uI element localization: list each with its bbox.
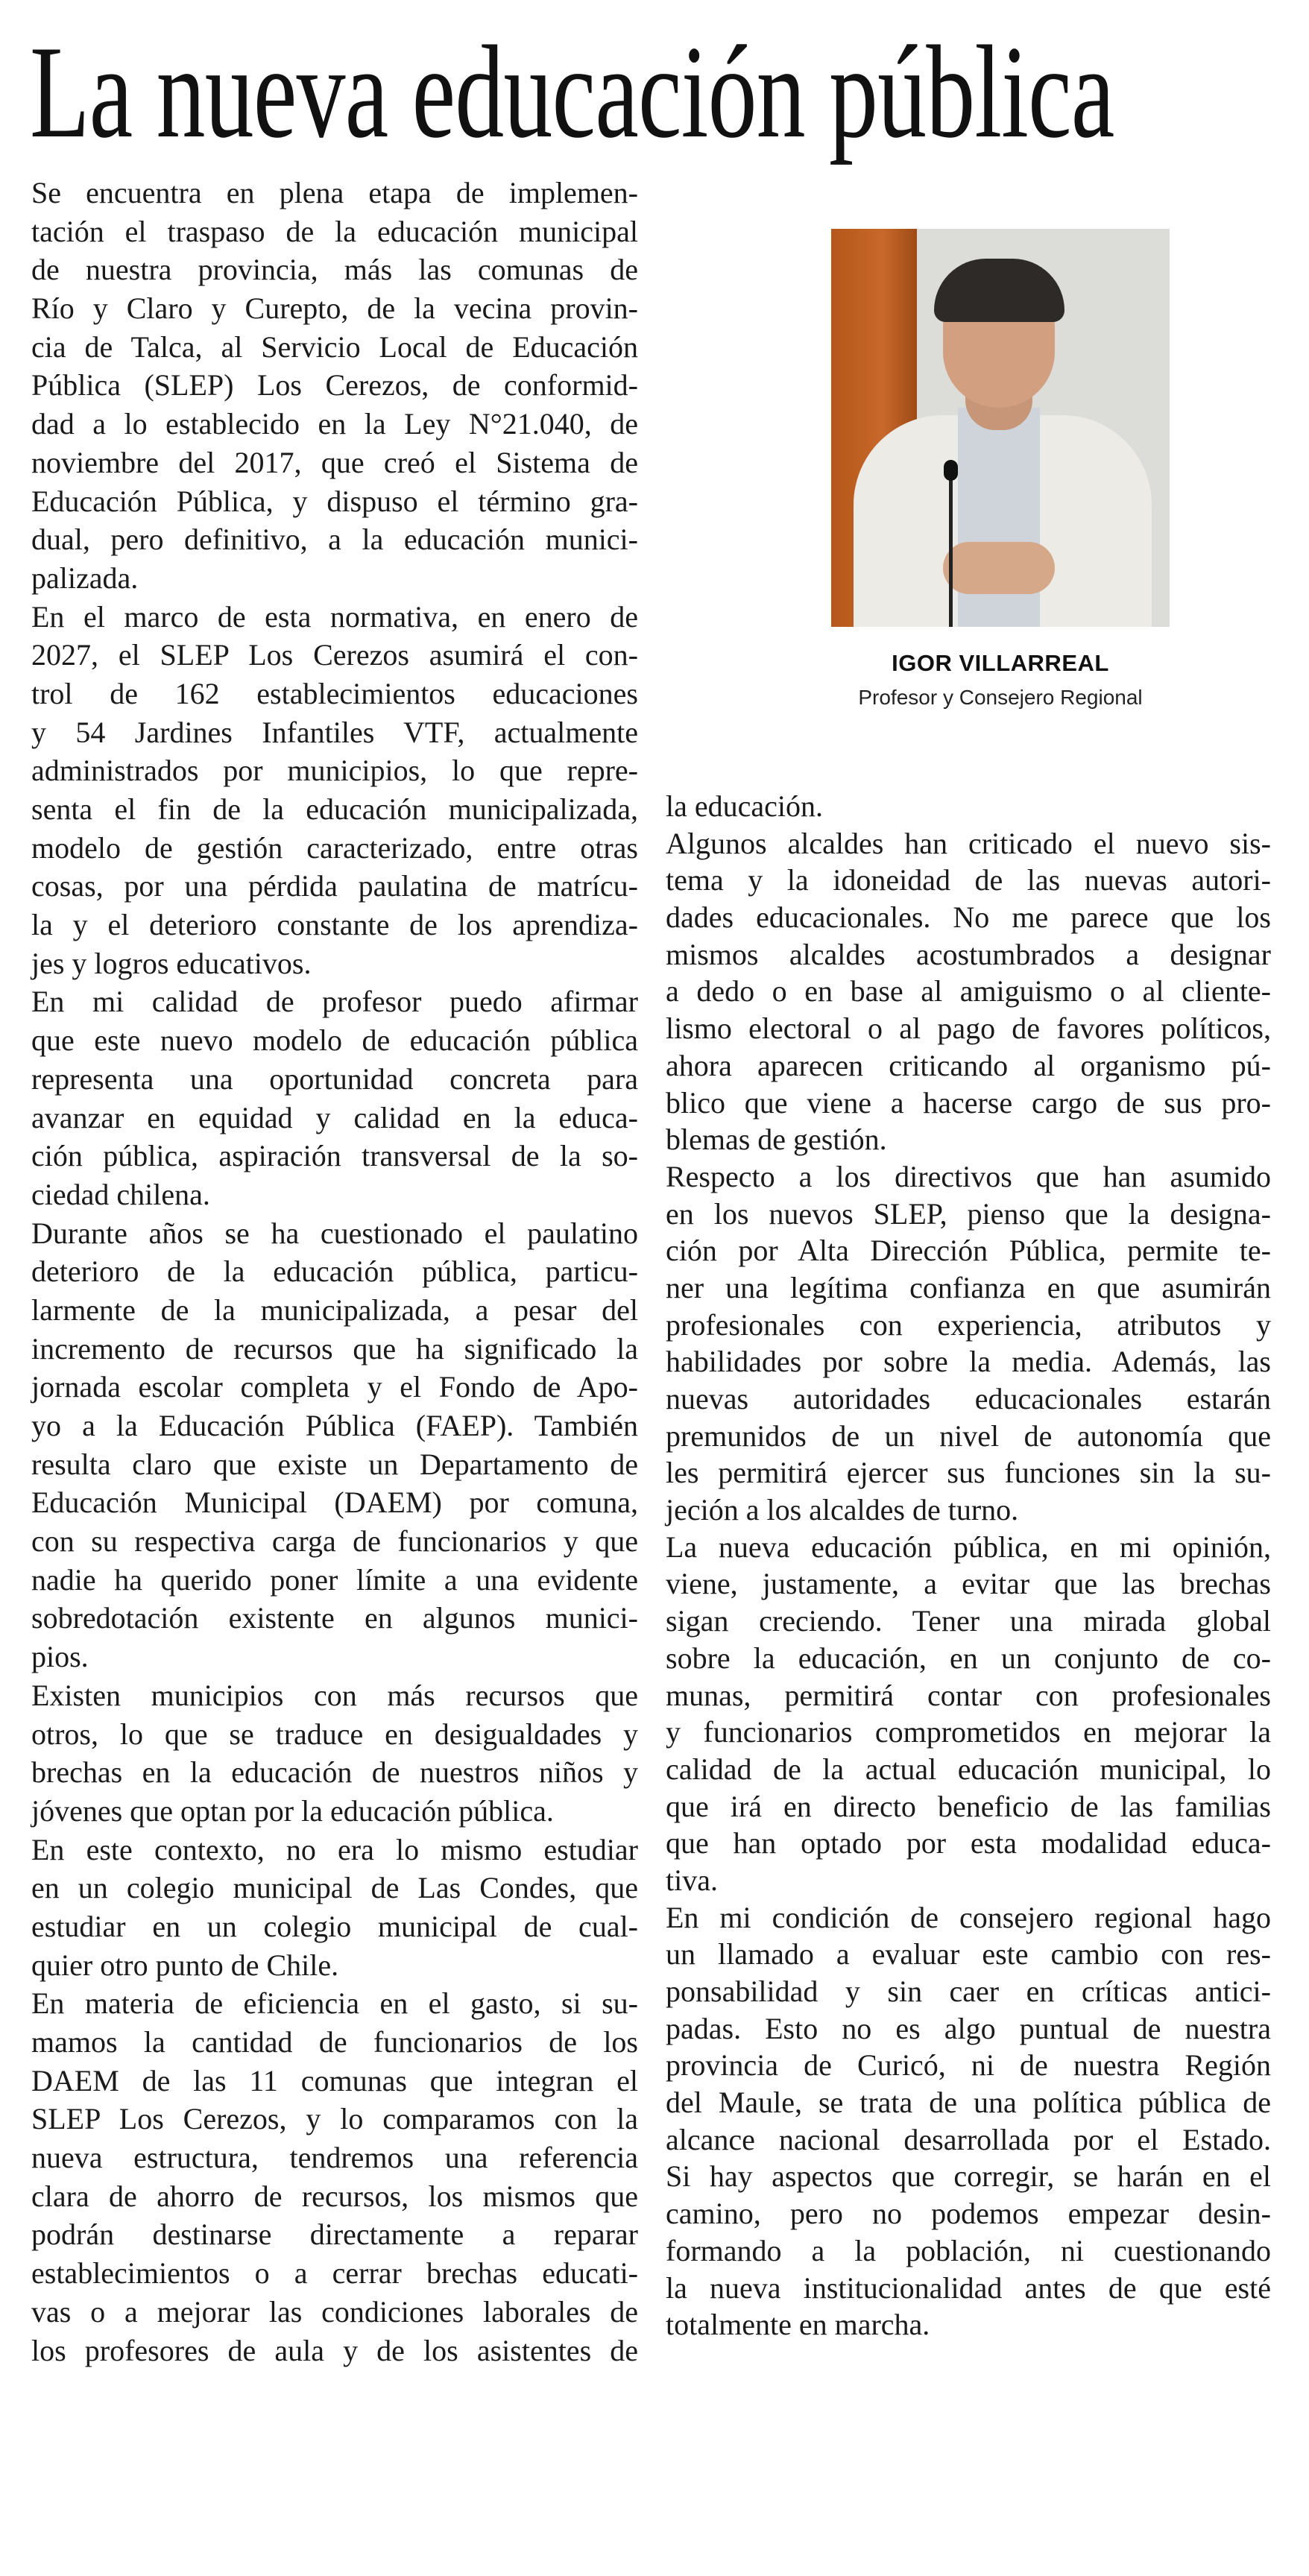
text-line: clara de ahorro de recursos, los mismos que bbox=[31, 2179, 638, 2213]
text-line: munas, permitirá contar con profesionales bbox=[666, 1678, 1271, 1712]
text-line: en un colegio municipal de Las Condes, que bbox=[31, 1871, 638, 1905]
text-line: brechas en la educación de nuestros niños y bbox=[31, 1755, 638, 1790]
text-line: formando a la población, ni cuestionando bbox=[666, 2233, 1271, 2267]
left-column bbox=[31, 174, 638, 2370]
text-line: Durante años se ha cuestionado el paulatino bbox=[31, 1216, 638, 1250]
text-line: vas o a mejorar las condiciones laborales de bbox=[31, 2294, 638, 2329]
text-line: representa una oportunidad concreta para bbox=[31, 1061, 638, 1096]
text-line: La nueva educación pública, en mi opinión, bbox=[666, 1530, 1271, 1564]
text-line: palizada. bbox=[31, 561, 139, 595]
text-line: trol de 162 establecimientos educaciones bbox=[31, 676, 638, 710]
text-line: tema y la idoneidad de las nuevas autori- bbox=[666, 863, 1271, 897]
text-line: modelo de gestión caracterizado, entre otras bbox=[31, 830, 638, 865]
text-line: les permitirá ejercer sus funciones sin la su- bbox=[666, 1456, 1271, 1490]
text-line: blico que viene a hacerse cargo de sus pro- bbox=[666, 1085, 1271, 1120]
paragraph bbox=[666, 1158, 1271, 1529]
text-line: sobre la educación, en un conjunto de co- bbox=[666, 1641, 1271, 1675]
paragraph bbox=[666, 825, 1271, 1158]
text-line: dual, pero definitivo, a la educación munici- bbox=[31, 523, 638, 557]
text-line: cosas, por una pérdida paulatina de matrícu- bbox=[31, 869, 638, 903]
text-line: incremento de recursos que ha significado la bbox=[31, 1331, 638, 1366]
paragraph bbox=[31, 1984, 638, 2370]
article-title: La nueva educación pública bbox=[30, 18, 1114, 165]
text-line: alcance nacional desarrollada por el Estado. bbox=[666, 2122, 1271, 2156]
text-line: un llamado a evaluar este cambio con res- bbox=[666, 1937, 1271, 1972]
text-line: premunidos de un nivel de autonomía que bbox=[666, 1418, 1271, 1453]
text-line: 2027, el SLEP Los Cerezos asumirá el con- bbox=[31, 638, 638, 672]
text-line: nadie ha querido poner límite a una evidente bbox=[31, 1562, 638, 1597]
text-line: en los nuevos SLEP, pienso que la designa- bbox=[666, 1196, 1271, 1231]
text-line: deterioro de la educación pública, particu- bbox=[31, 1254, 638, 1289]
text-line: la educación. bbox=[666, 789, 823, 823]
text-line: Existen municipios con más recursos que bbox=[31, 1678, 638, 1712]
text-line: Se encuentra en plena etapa de implemen- bbox=[31, 176, 638, 209]
text-line: y 54 Jardines Infantiles VTF, actualmente bbox=[31, 715, 638, 749]
text-line: y funcionarios comprometidos en mejorar la bbox=[666, 1715, 1271, 1749]
text-line: dades educacionales. No me parece que los bbox=[666, 900, 1271, 935]
text-line: con su respectiva carga de funcionarios y que bbox=[31, 1524, 638, 1559]
paragraph bbox=[666, 1899, 1271, 2343]
paragraph bbox=[31, 598, 638, 983]
text-line: yo a la Educación Pública (FAEP). También bbox=[31, 1409, 638, 1442]
text-line: mismos alcaldes acostumbrados a designar bbox=[666, 937, 1271, 971]
text-line: pios. bbox=[31, 1640, 89, 1674]
text-line: cia de Talca, al Servicio Local de Educación bbox=[31, 329, 638, 364]
text-line: jeción a los alcaldes de turno. bbox=[666, 1493, 1019, 1527]
text-line: ner una legítima confianza en que asumirán bbox=[666, 1270, 1271, 1304]
text-line: Educación Pública, y dispuso el término gra- bbox=[31, 484, 638, 518]
text-line: En materia de eficiencia en el gasto, si su- bbox=[31, 1986, 638, 2021]
text-line: que este nuevo modelo de educación pública bbox=[31, 1023, 638, 1058]
microphone-stand bbox=[949, 467, 953, 627]
text-line: avanzar en equidad y calidad en la educa- bbox=[31, 1100, 638, 1134]
text-line: que han optado por esta modalidad educa- bbox=[666, 1826, 1271, 1860]
text-line: sigan creciendo. Tener una mirada global bbox=[666, 1604, 1271, 1638]
paragraph bbox=[666, 788, 1271, 825]
text-line: profesionales con experiencia, atributos y bbox=[666, 1307, 1271, 1342]
text-line: jes y logros educativos. bbox=[31, 946, 312, 980]
text-line: establecimientos o a cerrar brechas educati- bbox=[31, 2256, 638, 2291]
text-line: tiva. bbox=[666, 1863, 718, 1897]
text-line: sobredotación existente en algunos munici- bbox=[31, 1601, 638, 1635]
text-line: dad a lo establecido en la Ley N°21.040, de bbox=[31, 407, 638, 441]
text-line: DAEM de las 11 comunas que integran el bbox=[31, 2063, 638, 2097]
hair bbox=[934, 259, 1064, 322]
paragraph bbox=[31, 1831, 638, 1985]
text-line: de nuestra provincia, más las comunas de bbox=[31, 253, 638, 287]
text-line: Respecto a los directivos que han asumido bbox=[666, 1159, 1271, 1193]
text-line: ción por Alta Dirección Pública, permite te- bbox=[666, 1234, 1271, 1268]
text-line: senta el fin de la educación municipalizada, bbox=[31, 792, 638, 826]
text-line: a dedo o en base al amiguismo o al cliente- bbox=[666, 974, 1271, 1008]
text-line: Algunos alcaldes han criticado el nuevo sis- bbox=[666, 826, 1271, 860]
paragraph bbox=[31, 1676, 638, 1831]
text-line: mamos la cantidad de funcionarios de los bbox=[31, 2025, 638, 2059]
text-line: blemas de gestión. bbox=[666, 1123, 887, 1157]
text-line: Pública (SLEP) Los Cerezos, de conformid- bbox=[31, 368, 638, 402]
hands bbox=[943, 542, 1055, 594]
paragraph bbox=[31, 174, 638, 598]
text-line: nuevas autoridades educacionales estarán bbox=[666, 1382, 1271, 1415]
text-line: jóvenes que optan por la educación pública. bbox=[31, 1793, 554, 1828]
text-line: noviembre del 2017, que creó el Sistema de bbox=[31, 445, 638, 479]
text-line: la nueva institucionalidad antes de que esté bbox=[666, 2270, 1271, 2305]
text-line: podrán destinarse directamente a reparar bbox=[31, 2217, 638, 2252]
text-line: En este contexto, no era lo mismo estudiar bbox=[31, 1832, 638, 1866]
text-line: jornada escolar completa y el Fondo de Apo- bbox=[31, 1370, 638, 1404]
text-line: resulta claro que existe un Departamento de bbox=[31, 1447, 638, 1481]
text-line: tación el traspaso de la educación municipal bbox=[31, 214, 638, 248]
text-line: ciedad chilena. bbox=[31, 1177, 210, 1211]
text-line: estudiar en un colegio municipal de cual- bbox=[31, 1909, 638, 1943]
text-line: lismo electoral o al pago de favores políticos, bbox=[666, 1011, 1271, 1046]
text-line: viene, justamente, a evitar que las brechas bbox=[666, 1567, 1271, 1601]
text-line: habilidades por sobre la media. Además, las bbox=[666, 1345, 1271, 1379]
text-line: la y el deterioro constante de los aprendiza- bbox=[31, 908, 638, 942]
paragraph bbox=[666, 1529, 1271, 1899]
text-line: del Maule, se trata de una política pública de bbox=[666, 2086, 1271, 2120]
text-line: quier otro punto de Chile. bbox=[31, 1948, 339, 1982]
text-line: ponsabilidad y sin caer en críticas antici- bbox=[666, 1974, 1271, 2008]
author-role: Profesor y Consejero Regional bbox=[858, 686, 1143, 709]
text-line: Si hay aspectos que corregir, se harán en el bbox=[666, 2159, 1271, 2194]
microphone-icon bbox=[944, 460, 958, 481]
text-line: ción pública, aspiración transversal de la so- bbox=[31, 1139, 638, 1173]
author-photo bbox=[831, 229, 1170, 627]
text-line: Río y Claro y Curepto, de la vecina provin- bbox=[31, 291, 638, 326]
author-name: IGOR VILLARREAL bbox=[892, 650, 1109, 676]
text-line: provincia de Curicó, ni de nuestra Región bbox=[666, 2048, 1271, 2083]
text-line: padas. Esto no es algo puntual de nuestra bbox=[666, 2011, 1271, 2045]
text-line: larmente de la municipalizada, a pesar del bbox=[31, 1292, 638, 1327]
paragraph bbox=[31, 1214, 638, 1676]
text-line: Educación Municipal (DAEM) por comuna, bbox=[31, 1486, 638, 1520]
text-line: calidad de la actual educación municipal, lo bbox=[666, 1752, 1271, 1786]
text-line: totalmente en marcha. bbox=[666, 2308, 930, 2342]
text-line: En el marco de esta normativa, en enero de bbox=[31, 599, 638, 634]
right-column bbox=[666, 788, 1271, 2343]
text-line: camino, pero no podemos empezar desin- bbox=[666, 2197, 1271, 2231]
text-line: los profesores de aula y de los asistentes de bbox=[31, 2333, 638, 2367]
text-line: administrados por municipios, lo que repre- bbox=[31, 754, 638, 788]
text-line: SLEP Los Cerezos, y lo comparamos con la bbox=[31, 2102, 638, 2136]
text-line: nueva estructura, tendremos una referencia bbox=[31, 2141, 638, 2175]
text-line: ahora aparecen criticando al organismo pú- bbox=[666, 1048, 1271, 1082]
text-line: otros, lo que se traduce en desigualdades y bbox=[31, 1717, 638, 1751]
text-line: En mi condición de consejero regional hago bbox=[666, 1900, 1271, 1934]
text-line: En mi calidad de profesor puedo afirmar bbox=[31, 985, 638, 1019]
paragraph bbox=[31, 982, 638, 1213]
text-line: que irá en directo beneficio de las familias bbox=[666, 1789, 1271, 1823]
